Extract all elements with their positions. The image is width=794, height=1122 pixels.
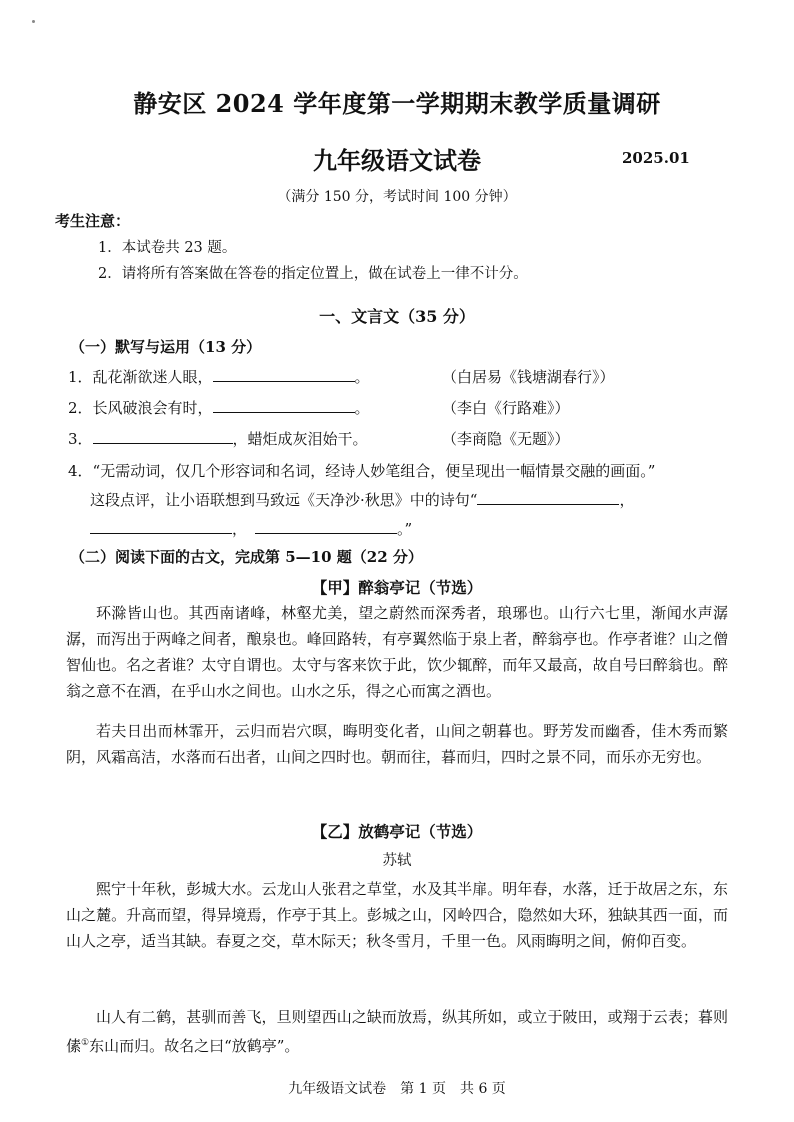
article-a-para-1: 环滁皆山也。其西南诸峰，林壑尤美，望之蔚然而深秀者，琅琊也。山行六七里，渐闻水声潺潺，而泻出于两峰之间者，酿泉也。峰回路转，有亭翼然临于泉上者，醉翁亭也。作亭者谁？山之僧智仙也。名之者谁？太守自谓也。太守与客来饮于此，饮少辄醉，而年又最高，故自号曰醉翁也。醉翁之意不在酒，在乎山水之间也。山水之乐，得之心而寓之酒也。: [66, 604, 728, 700]
answer-blank: [477, 490, 619, 505]
notice-item: 1．本试卷共 23 题。: [98, 240, 237, 256]
article-b-title: 【乙】放鹤亭记（节选）: [311, 822, 483, 841]
q1-source: （白居易《钱塘湖春行》）: [442, 368, 615, 386]
article-a-title: 【甲】醉翁亭记（节选）: [311, 578, 483, 597]
q4-prompt: 这段点评，让小语联想到马致远《天净沙·秋思》中的诗句“: [90, 491, 478, 509]
q2-source: （李白《行路难》）: [442, 399, 570, 417]
article-b-author: 苏轼: [382, 853, 412, 869]
page-footer: 九年级语文试卷 第 1 页 共 6 页: [288, 1081, 506, 1097]
answer-blank: [93, 429, 233, 444]
q3-source: （李商隐《无题》）: [442, 430, 570, 448]
part2-heading: （二）阅读下面的古文，完成第 5—10 题（22 分）: [70, 548, 423, 566]
article-b-para-2-text: 山人有二鹤，甚驯而善飞，旦则望西山之缺而放焉，纵其所如，或立于陂田，或翔于云表；暮则傃: [66, 1008, 728, 1055]
question-4-line3: [90, 518, 412, 539]
q1-end: 。: [354, 368, 370, 386]
q4-sep: ，: [619, 491, 635, 509]
q4-end: 。”: [397, 520, 413, 538]
question-4-line2: [90, 489, 634, 510]
q2-text: 2．长风破浪会有时，: [68, 399, 213, 417]
exam-title: 静安区 2024 学年度第一学期期末教学质量调研: [133, 89, 661, 118]
article-a-para-2: 若夫日出而林霏开，云归而岩穴暝，晦明变化者，山间之朝暮也。野芳发而幽香，佳木秀而繁阴，风霜高洁，水落而石出者，山间之四时也。朝而往，暮而归，四时之景不同，而乐亦无穷也。: [66, 722, 728, 766]
article-b-para-1: 熙宁十年秋，彭城大水。云龙山人张君之草堂，水及其半扉。明年春，水落，迁于故居之东，东山之麓。升高而望，得异境焉，作亭于其上。彭城之山，冈岭四合，隐然如大环，独缺其西一面，而山人之亭，适当其缺。春夏之交，草木际天；秋冬雪月，千里一色。风雨晦明之间，俯仰百变。: [66, 880, 728, 950]
answer-blank: [213, 398, 355, 413]
question-1: [68, 366, 370, 387]
notice-item: 2．请将所有答案做在答卷的指定位置上，做在试卷上一律不计分。: [98, 266, 528, 282]
exam-subtitle: 九年级语文试卷: [313, 146, 481, 175]
exam-date: 2025.01: [622, 149, 690, 167]
article-b-para-2-text-end: 东山而归。故名之曰“放鹤亭”。: [89, 1037, 300, 1055]
q2-end: 。: [354, 399, 370, 417]
q1-text: 1．乱花渐欲迷人眼，: [68, 368, 213, 386]
notice-heading: 考生注意：: [55, 212, 131, 230]
footnote-marker: ①: [81, 1038, 90, 1048]
answer-blank: [90, 519, 232, 534]
question-4-line1: 4．“无需动词，仅几个形容词和名词，经诗人妙笔组合，便呈现出一幅情景交融的画面。”: [68, 462, 656, 480]
question-2: [68, 397, 370, 418]
scan-speck: [32, 20, 35, 23]
score-info: （满分 150 分，考试时间 100 分钟）: [277, 189, 517, 205]
article-b-para-2: [66, 1004, 728, 1059]
q3-num: 3．: [68, 430, 93, 448]
answer-blank: [255, 519, 397, 534]
part1-heading: （一）默写与运用（13 分）: [70, 338, 262, 356]
section-heading: 一、文言文（35 分）: [319, 307, 475, 326]
question-3: [68, 428, 368, 449]
answer-blank: [213, 367, 355, 382]
q3-text: ，蜡炬成灰泪始干。: [232, 430, 368, 448]
q4-sep: ，: [232, 520, 248, 538]
